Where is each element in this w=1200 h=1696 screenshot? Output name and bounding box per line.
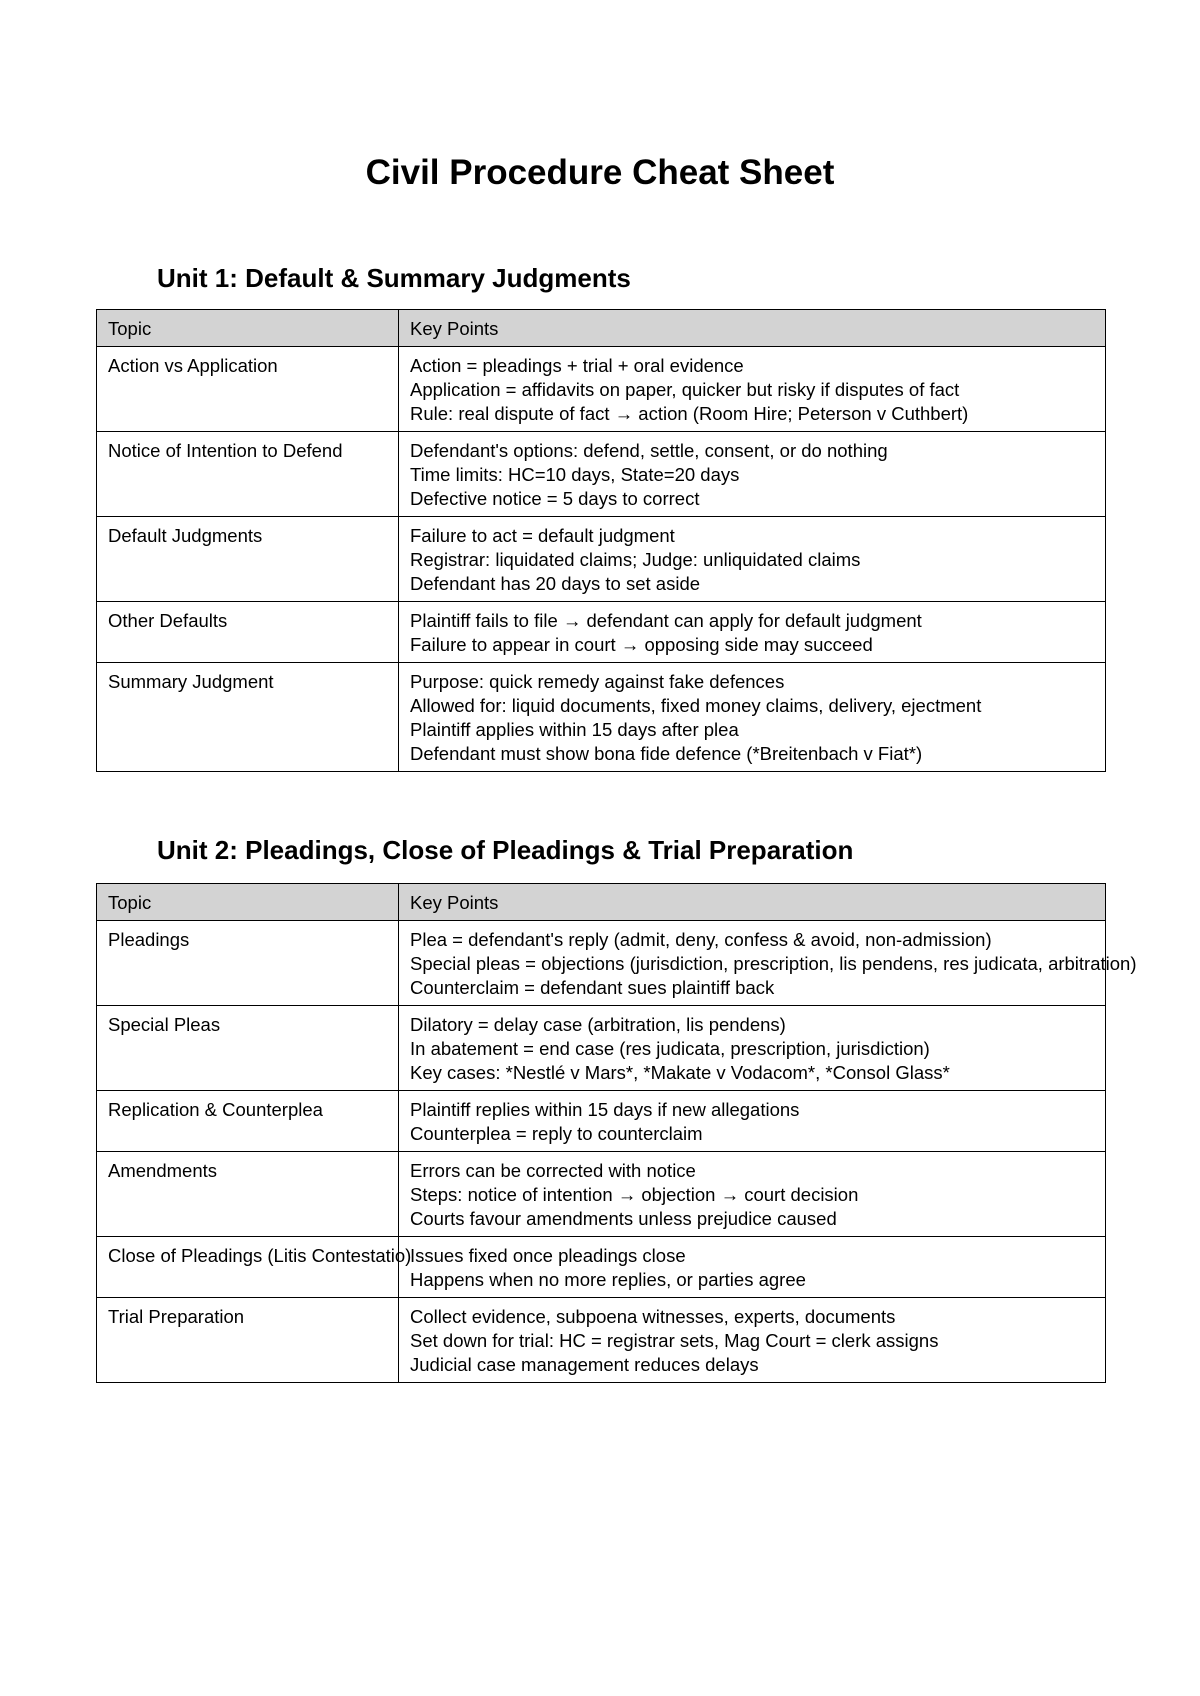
key-points-cell [399,347,1106,432]
table-row [97,1006,1106,1091]
topic-cell: Default Judgments [97,517,399,602]
key-point: Allowed for: liquid documents, fixed money claims, delivery, ejectment [410,695,982,716]
key-points-cell [399,602,1106,663]
key-point: Defendant must show bona fide defence (*Breitenbach v Fiat*) [410,743,923,764]
key-point: Courts favour amendments unless prejudice caused [410,1208,837,1229]
key-point: Defendant's options: defend, settle, consent, or do nothing [410,440,888,461]
topic-cell: Notice of Intention to Defend [97,432,399,517]
page-title: Civil Procedure Cheat Sheet [365,153,835,192]
topic-column-header: Topic [97,310,399,347]
key-point: Plaintiff fails to file → defendant can apply for default judgment [410,610,922,631]
key-point: Issues fixed once pleadings close [410,1245,686,1266]
table-row [97,602,1106,663]
table-row [97,1237,1106,1298]
key-point: Plaintiff applies within 15 days after plea [410,719,739,740]
key-point: Defective notice = 5 days to correct [410,488,700,509]
topic-column-header: Topic [97,884,399,921]
key-point: Errors can be corrected with notice [410,1160,696,1181]
key-point: Dilatory = delay case (arbitration, lis pendens) [410,1014,786,1035]
unit-1-heading: Unit 1: Default & Summary Judgments [157,263,631,293]
key-point: Action = pleadings + trial + oral evidence [410,355,744,376]
key-points-cell [399,1152,1106,1237]
key-point: Steps: notice of intention → objection → court decision [410,1184,859,1205]
key-point: Collect evidence, subpoena witnesses, experts, documents [410,1306,896,1327]
unit-2-table [96,883,1137,1383]
topic-cell: Action vs Application [97,347,399,432]
key-points-cell [399,1298,1106,1383]
table-row [97,1298,1106,1383]
key-point: Key cases: *Nestlé v Mars*, *Makate v Vodacom*, *Consol Glass* [410,1062,950,1083]
key-points-column-header: Key Points [399,310,1106,347]
key-point: Special pleas = objections (jurisdiction, prescription, lis pendens, res judicata, arbitration) [410,953,1137,974]
key-point: Counterclaim = defendant sues plaintiff back [410,977,775,998]
key-point: Failure to appear in court → opposing side may succeed [410,634,873,655]
key-points-cell [399,1006,1106,1091]
key-points-cell [399,1237,1106,1298]
topic-cell: Summary Judgment [97,663,399,772]
table-row [97,432,1106,517]
table-row [97,1152,1106,1237]
topic-cell: Trial Preparation [97,1298,399,1383]
key-point: Time limits: HC=10 days, State=20 days [410,464,740,485]
table-row [97,347,1106,432]
key-point: Plaintiff replies within 15 days if new allegations [410,1099,800,1120]
unit-1-table [96,309,1106,772]
key-point: Plea = defendant's reply (admit, deny, confess & avoid, non-admission) [410,929,992,950]
key-points-cell [399,1091,1106,1152]
table-row [97,921,1106,1006]
key-point: Happens when no more replies, or parties agree [410,1269,806,1290]
key-points-column-header: Key Points [399,884,1106,921]
key-point: Defendant has 20 days to set aside [410,573,701,594]
key-points-cell [399,432,1106,517]
table-row [97,1091,1106,1152]
key-points-cell [399,517,1106,602]
topic-cell: Other Defaults [97,602,399,663]
topic-cell: Close of Pleadings (Litis Contestatio) [97,1237,399,1298]
topic-cell: Amendments [97,1152,399,1237]
key-point: Application = affidavits on paper, quicker but risky if disputes of fact [410,379,960,400]
key-point: Judicial case management reduces delays [410,1354,759,1375]
table-row [97,663,1106,772]
topic-cell: Special Pleas [97,1006,399,1091]
table-row [97,517,1106,602]
key-point: In abatement = end case (res judicata, prescription, jurisdiction) [410,1038,930,1059]
topic-cell: Pleadings [97,921,399,1006]
key-point: Purpose: quick remedy against fake defences [410,671,785,692]
unit-2-heading: Unit 2: Pleadings, Close of Pleadings & Trial Preparation [157,835,854,865]
key-point: Failure to act = default judgment [410,525,675,546]
table-header-row [97,884,1106,921]
table-header-row [97,310,1106,347]
key-points-cell [399,663,1106,772]
key-point: Rule: real dispute of fact → action (Room Hire; Peterson v Cuthbert) [410,403,969,424]
key-point: Counterplea = reply to counterclaim [410,1123,703,1144]
key-points-cell [399,921,1137,1006]
key-point: Set down for trial: HC = registrar sets, Mag Court = clerk assigns [410,1330,939,1351]
topic-cell: Replication & Counterplea [97,1091,399,1152]
key-point: Registrar: liquidated claims; Judge: unliquidated claims [410,549,861,570]
